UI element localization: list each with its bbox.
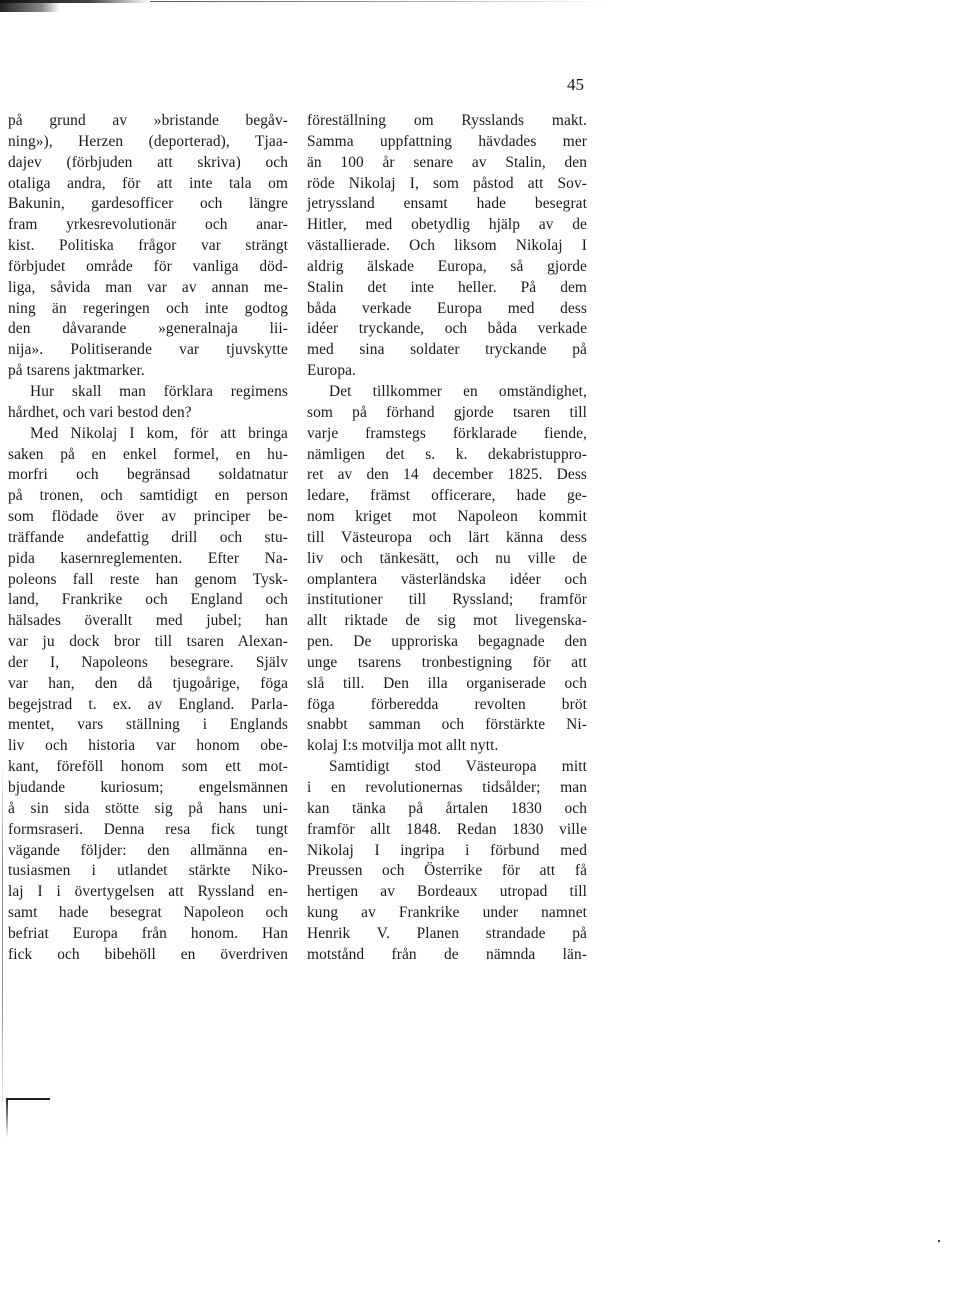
text-line: båda verkade Europa med dess bbox=[307, 299, 587, 317]
text-line: nom kriget mot Napoleon kommit bbox=[307, 508, 587, 526]
text-line: kist. Politiska frågor var strängt bbox=[8, 237, 288, 255]
text-line: Nikolaj I ingripa i förbund med bbox=[307, 841, 587, 859]
right-text-column bbox=[307, 111, 587, 966]
text-line: Stalin det inte heller. På dem bbox=[307, 278, 587, 296]
text-line: hårdhet, och vari bestod den? bbox=[8, 403, 192, 421]
scan-artifact-bracket-horizontal bbox=[6, 1098, 50, 1100]
text-line: fram yrkesrevolutionär och anar- bbox=[8, 216, 288, 234]
scan-artifact-top-left-smudge bbox=[0, 3, 60, 12]
text-line: Samma uppfattning hävdades mer bbox=[307, 132, 587, 150]
text-line: som på förhand gjorde tsaren till bbox=[307, 403, 587, 421]
text-line: kant, föreföll honom som ett mot- bbox=[8, 758, 288, 776]
scan-artifact-bracket-vertical bbox=[6, 1098, 8, 1138]
text-line: var ju dock bror till tsaren Alexan- bbox=[8, 633, 288, 651]
text-line: mentet, vars ställning i Englands bbox=[8, 716, 288, 734]
text-line: motstånd från de nämnda län- bbox=[307, 945, 587, 963]
page-number: 45 bbox=[567, 75, 584, 94]
text-line: idéer tryckande, och båda verkade bbox=[307, 320, 587, 338]
text-line: jetryssland ensamt hade besegrat bbox=[307, 195, 587, 213]
text-line: i en revolutionernas tidsålder; man bbox=[307, 779, 587, 796]
text-line: på tsarens jaktmarker. bbox=[8, 362, 145, 380]
text-line: allt riktade de sig mot livegenska- bbox=[307, 612, 587, 630]
text-line: ning än regeringen och inte godtog bbox=[8, 299, 288, 317]
text-line: Med Nikolaj I kom, för att bringa bbox=[30, 424, 288, 442]
text-line: bjudande kuriosum; engelsmännen bbox=[8, 779, 288, 796]
text-line: unge tsarens tronbestigning för att bbox=[307, 653, 587, 671]
text-line: land, Frankrike och England och bbox=[8, 591, 288, 609]
text-line: på tronen, och samtidigt en person bbox=[8, 487, 288, 505]
text-line: poleons fall reste han genom Tysk- bbox=[8, 570, 288, 588]
text-line: snabbt samman och förstärkte Ni- bbox=[307, 716, 587, 734]
text-line: pen. De upproriska begagnade den bbox=[307, 633, 587, 651]
text-line: befriat Europa från honom. Han bbox=[8, 924, 288, 942]
scan-artifact-left-edge bbox=[2, 760, 3, 1120]
text-line: ret av den 14 december 1825. Dess bbox=[307, 466, 587, 484]
text-line: slå till. Den illa organiserade och bbox=[307, 674, 587, 692]
text-line: med sina soldater tryckande på bbox=[307, 341, 587, 359]
text-line: å sin sida stötte sig på hans uni- bbox=[8, 799, 288, 817]
text-line: Preussen och Österrike för att få bbox=[307, 862, 587, 880]
text-line: nija». Politiserande var tjuvskytte bbox=[8, 341, 288, 359]
text-line: varje framstegs förklarade fiende, bbox=[307, 424, 587, 442]
text-line: omplantera västerländska idéer och bbox=[307, 570, 587, 588]
text-line: der I, Napoleons besegrare. Själv bbox=[8, 653, 288, 671]
text-line: begejstrad t. ex. av England. Parla- bbox=[8, 695, 288, 713]
text-line: Det tillkommer en omständighet, bbox=[329, 382, 587, 400]
text-line: på grund av »bristande begåv- bbox=[8, 112, 288, 129]
text-line: framför allt 1848. Redan 1830 ville bbox=[307, 820, 587, 838]
text-line: träffande andefattig drill och stu- bbox=[8, 528, 288, 546]
text-line: ning»), Herzen (deporterad), Tjaa- bbox=[8, 132, 288, 150]
text-line: Europa. bbox=[307, 362, 356, 380]
text-line: till Västeuropa och lärt känna dess bbox=[307, 528, 587, 546]
text-line: Hur skall man förklara regimens bbox=[30, 382, 288, 400]
text-line: föga förberedda revolten bröt bbox=[307, 695, 587, 713]
text-line: morfri och begränsad soldatnatur bbox=[8, 466, 288, 484]
text-line: röde Nikolaj I, som påstod att Sov- bbox=[307, 174, 587, 192]
text-line: institutioner till Ryssland; framför bbox=[307, 591, 587, 609]
text-line: Samtidigt stod Västeuropa mitt bbox=[329, 758, 587, 776]
text-line: var han, den då tjugoårige, föga bbox=[8, 674, 288, 692]
scan-artifact-top-line bbox=[150, 1, 610, 2]
text-line: laj I i övertygelsen att Ryssland en- bbox=[8, 883, 288, 901]
text-line: förbjudet område för vanliga död- bbox=[8, 257, 288, 275]
text-line: Henrik V. Planen strandade på bbox=[307, 924, 587, 942]
text-line: tusiasmen i utlandet stärkte Niko- bbox=[8, 862, 288, 880]
text-line: saken på en enkel formel, en hu- bbox=[8, 445, 288, 463]
text-line: pida kasernreglementen. Efter Na- bbox=[8, 549, 288, 567]
text-line: kolaj I:s motvilja mot allt nytt. bbox=[307, 737, 499, 755]
text-line: än 100 år senare av Stalin, den bbox=[307, 153, 587, 171]
scan-artifact-dot bbox=[938, 1240, 940, 1242]
text-line: formsraseri. Denna resa fick tungt bbox=[8, 820, 288, 838]
text-line: som flödade över av principer be- bbox=[8, 508, 288, 526]
text-line: ledare, främst officerare, hade ge- bbox=[307, 487, 587, 505]
text-line: liv och tänkesätt, och nu ville de bbox=[307, 549, 587, 567]
text-line: föreställning om Rysslands makt. bbox=[307, 112, 587, 129]
text-line: den dåvarande »generalnaja lii- bbox=[8, 320, 288, 338]
text-line: aldrig älskade Europa, så gjorde bbox=[307, 257, 587, 275]
text-line: fick och bibehöll en överdriven bbox=[8, 945, 288, 963]
text-line: västallierade. Och liksom Nikolaj I bbox=[307, 237, 587, 255]
text-line: hertigen av Bordeaux utropad till bbox=[307, 883, 587, 901]
text-line: liv och historia var honom obe- bbox=[8, 737, 288, 755]
text-line: dajev (förbjuden att skriva) och bbox=[8, 153, 288, 171]
text-line: samt hade besegrat Napoleon och bbox=[8, 904, 288, 922]
text-line: kan tänka på årtalen 1830 och bbox=[307, 799, 587, 817]
text-line: otaliga andra, för att inte tala om bbox=[8, 174, 288, 192]
text-line: nämligen det s. k. dekabristuppro- bbox=[307, 445, 587, 463]
text-line: liga, såvida man var av annan me- bbox=[8, 278, 288, 296]
left-text-column bbox=[8, 111, 288, 966]
text-line: vägande följder: den allmänna en- bbox=[8, 841, 288, 859]
text-line: kung av Frankrike under namnet bbox=[307, 904, 587, 922]
text-line: Bakunin, gardesofficer och längre bbox=[8, 195, 288, 213]
text-line: Hitler, med obetydlig hjälp av de bbox=[307, 216, 587, 234]
text-line: hälsades överallt med jubel; han bbox=[8, 612, 288, 630]
